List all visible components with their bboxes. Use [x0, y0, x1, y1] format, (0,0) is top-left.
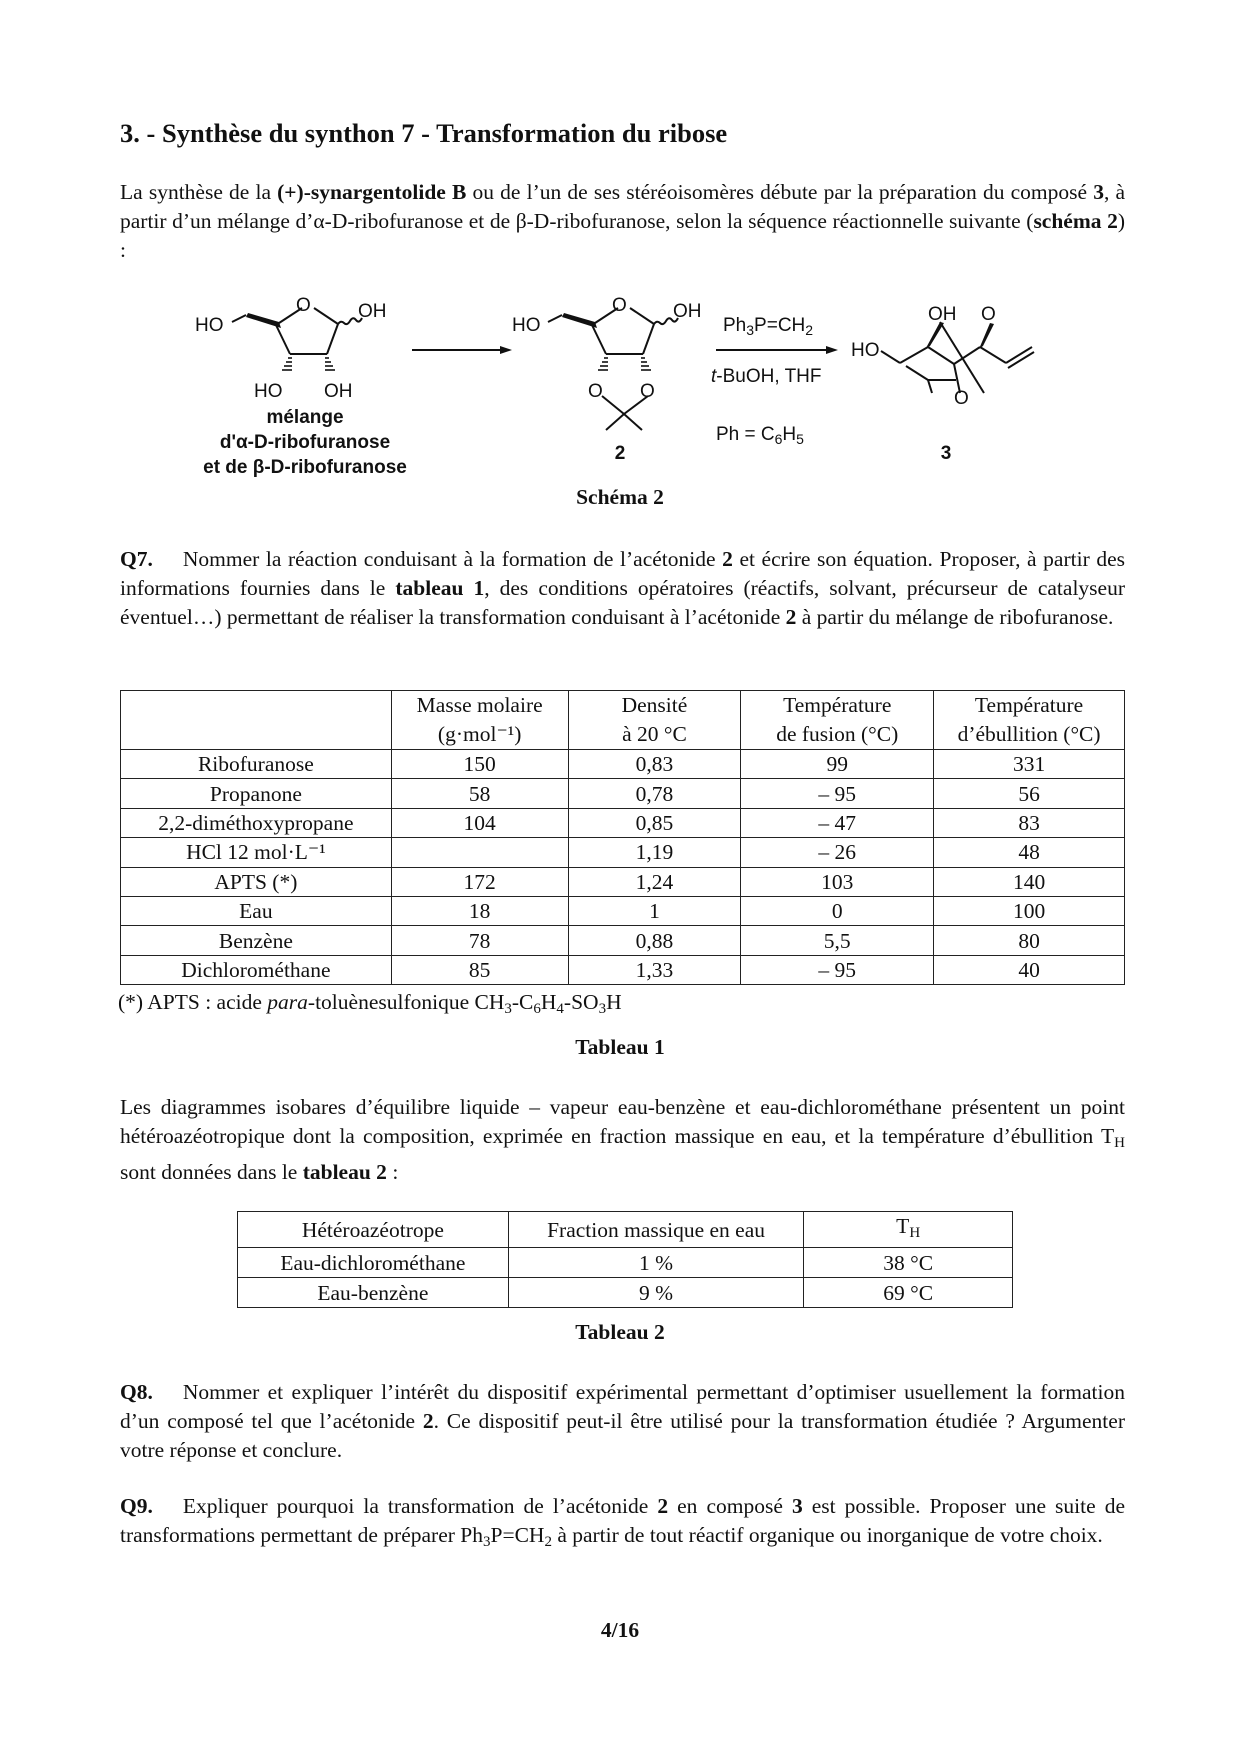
question-q8: Q8. Nommer et expliquer l’intérêt du dispositif expérimental permettant d’optimiser usuellement la formation d’un composé tel que l’acétonide 2. Ce dispositif peut-il être utilisé pour la transformation étudiée ? Argumenter votre réponse et conclure.	[120, 1380, 1125, 1462]
scheme-oh: OH	[324, 381, 353, 402]
intro-text: La synthèse de la	[120, 180, 278, 204]
section-heading: 3. - Synthèse du synthon 7 - Transformation du ribose	[120, 118, 728, 148]
table-cell: 18	[391, 896, 568, 925]
table-cell: Eau-benzène	[238, 1278, 509, 1308]
table-1-caption: Tableau 1	[575, 1035, 665, 1059]
table-cell: 100	[934, 896, 1125, 925]
table-cell: 0,85	[568, 808, 741, 837]
table-1-header-cell: Masse molaire (g·mol⁻¹)	[391, 691, 568, 750]
table-2	[237, 1211, 1013, 1308]
table-cell: 172	[391, 867, 568, 896]
table-cell: 83	[934, 808, 1125, 837]
scheme-acetal-o: O	[588, 381, 603, 402]
table-cell: 140	[934, 867, 1125, 896]
mixture-label: mélange	[266, 407, 344, 428]
intro-bold-scheme: schéma 2	[1033, 209, 1118, 233]
intro-bold-compound: (+)-synargentolide B	[277, 180, 467, 204]
table-row	[121, 808, 1125, 837]
table-cell: 1	[568, 896, 741, 925]
scheme-ho: HO	[512, 315, 541, 336]
reagent-solvent: t-BuOH, THF	[711, 366, 822, 387]
table-row	[121, 750, 1125, 779]
table-cell	[391, 838, 568, 867]
table-cell: 2,2-diméthoxypropane	[121, 808, 392, 837]
question-q7	[120, 545, 1125, 632]
table-cell: 1 %	[508, 1248, 804, 1278]
intro-paragraph	[120, 178, 1125, 265]
scheme-oh: OH	[358, 301, 387, 322]
compound-3-label: 3	[940, 443, 952, 464]
table-row	[238, 1248, 1013, 1278]
table-row	[121, 926, 1125, 955]
table-cell: 1,24	[568, 867, 741, 896]
table-cell: 99	[741, 750, 934, 779]
table-1-header-cell: Température de fusion (°C)	[741, 691, 934, 750]
table-row	[238, 1278, 1013, 1308]
question-q9: Q9. Expliquer pourquoi la transformation de l’acétonide 2 en composé 3 est possible. Proposer une suite de transformations permettant de préparer $Ph_3P=CH_2$ à partir de tout réactif organique ou inorganique de votre choix.	[120, 1494, 1125, 1550]
mixture-label: d'α-D-ribofuranose	[219, 432, 391, 453]
table-cell: 331	[934, 750, 1125, 779]
scheme-ho: HO	[254, 381, 283, 402]
table-cell: HCl 12 mol·L⁻¹	[121, 838, 392, 867]
phenyl-definition: $Ph = C_6H_5$	[716, 424, 804, 447]
q7-bold: 2	[722, 547, 733, 571]
scheme-ho: HO	[195, 315, 224, 336]
q7-bold: tableau 1	[395, 576, 485, 600]
scheme-ho: HO	[851, 340, 880, 361]
reaction-scheme	[0, 280, 1240, 520]
table-cell: 104	[391, 808, 568, 837]
table-cell: 58	[391, 779, 568, 808]
table-cell: 78	[391, 926, 568, 955]
mixture-label: et de β-D-ribofuranose	[203, 457, 407, 478]
table-row	[121, 955, 1125, 984]
page-number: 4/16	[600, 1618, 640, 1642]
table-cell: Dichlorométhane	[121, 955, 392, 984]
table-cell: 0,83	[568, 750, 741, 779]
scheme-oh: OH	[673, 301, 702, 322]
table-1-header-cell: Densité à 20 °C	[568, 691, 741, 750]
table-1-footnote: (*) APTS : acide para-toluènesulfonique $CH_3-C_6H_4-SO_3H$	[118, 990, 622, 1017]
table-row	[121, 867, 1125, 896]
table-cell: Eau	[121, 896, 392, 925]
table-cell: 0,88	[568, 926, 741, 955]
table-cell: 69 °C	[804, 1278, 1013, 1308]
table-cell: 85	[391, 955, 568, 984]
scheme-ring-o: O	[612, 295, 627, 316]
table-cell: 1,19	[568, 838, 741, 867]
table-cell: 5,5	[741, 926, 934, 955]
compound-2-label: 2	[614, 443, 626, 464]
table-1	[120, 690, 1125, 985]
table-cell: 1,33	[568, 955, 741, 984]
intro-text: , à partir d’un mélange d’α-D-ribofuranose et de β-D-ribofuranose, selon la séquence réactionnelle suivante (	[120, 180, 1126, 233]
table-2-header-cell: $T_H$	[804, 1212, 1013, 1248]
table-cell: – 95	[741, 955, 934, 984]
table-cell: – 26	[741, 838, 934, 867]
table-cell: Benzène	[121, 926, 392, 955]
table-cell: 0,78	[568, 779, 741, 808]
table-cell: 48	[934, 838, 1125, 867]
table-cell: Propanone	[121, 779, 392, 808]
table-cell: Eau-dichlorométhane	[238, 1248, 509, 1278]
table-cell: 103	[741, 867, 934, 896]
scheme-acetal-o: O	[640, 381, 655, 402]
q7-text: Nommer la réaction conduisant à la formation de l’acétonide	[182, 547, 723, 571]
table-2-header-cell: Hétéroazéotrope	[238, 1212, 509, 1248]
scheme-oh: OH	[928, 304, 957, 325]
q7-bold: 2	[785, 605, 797, 629]
table-1-header-cell: Température d’ébullition (°C)	[934, 691, 1125, 750]
q7-text: et écrire son équation. Proposer, à partir des informations fournies dans le	[120, 547, 1125, 600]
table-1-header-cell	[121, 691, 392, 750]
table-cell: 38 °C	[804, 1248, 1013, 1278]
table-cell: – 47	[741, 808, 934, 837]
table-2-caption: Tableau 2	[575, 1320, 665, 1344]
scheme-o: O	[954, 388, 969, 409]
table-cell: – 95	[741, 779, 934, 808]
table-row	[121, 896, 1125, 925]
table-cell: 80	[934, 926, 1125, 955]
table-row	[121, 779, 1125, 808]
scheme-caption: Schéma 2	[576, 485, 664, 509]
table-row	[121, 838, 1125, 867]
table-cell: 40	[934, 955, 1125, 984]
q7-text: , des conditions opératoires (réactifs, solvant, précurseur de catalyseur éventuel…) permettant de réaliser la transformation conduisant à l’acétonide	[120, 576, 1125, 629]
heteroazeotrope-paragraph: Les diagrammes isobares d’équilibre liquide – vapeur eau-benzène et eau-dichlorométhane présentent un point hétéroazéotropique dont la composition, exprimée en fraction massique en eau, et la température d’ébullition $T_H$ sont données dans le tableau 2 :	[120, 1095, 1125, 1184]
table-cell: 0	[741, 896, 934, 925]
table-2-header-row	[238, 1212, 1013, 1248]
table-1-header-row	[121, 691, 1125, 750]
table-cell: 9 %	[508, 1278, 804, 1308]
table-cell: APTS (*)	[121, 867, 392, 896]
table-2-header-cell: Fraction massique en eau	[508, 1212, 804, 1248]
scheme-o: O	[981, 304, 996, 325]
intro-text: ou de l’un de ses stéréoisomères débute par la préparation du composé	[466, 180, 1094, 204]
q7-label: Q7.	[120, 547, 153, 571]
reagent-ylide: $Ph_3P=CH_2$	[723, 315, 814, 338]
intro-bold-3: 3	[1093, 180, 1104, 204]
table-cell: 150	[391, 750, 568, 779]
q7-text: à partir du mélange de ribofuranose.	[796, 605, 1114, 629]
table-cell: Ribofuranose	[121, 750, 392, 779]
table-cell: 56	[934, 779, 1125, 808]
intro-text: ) :	[120, 209, 1125, 262]
scheme-ring-o: O	[296, 295, 311, 316]
